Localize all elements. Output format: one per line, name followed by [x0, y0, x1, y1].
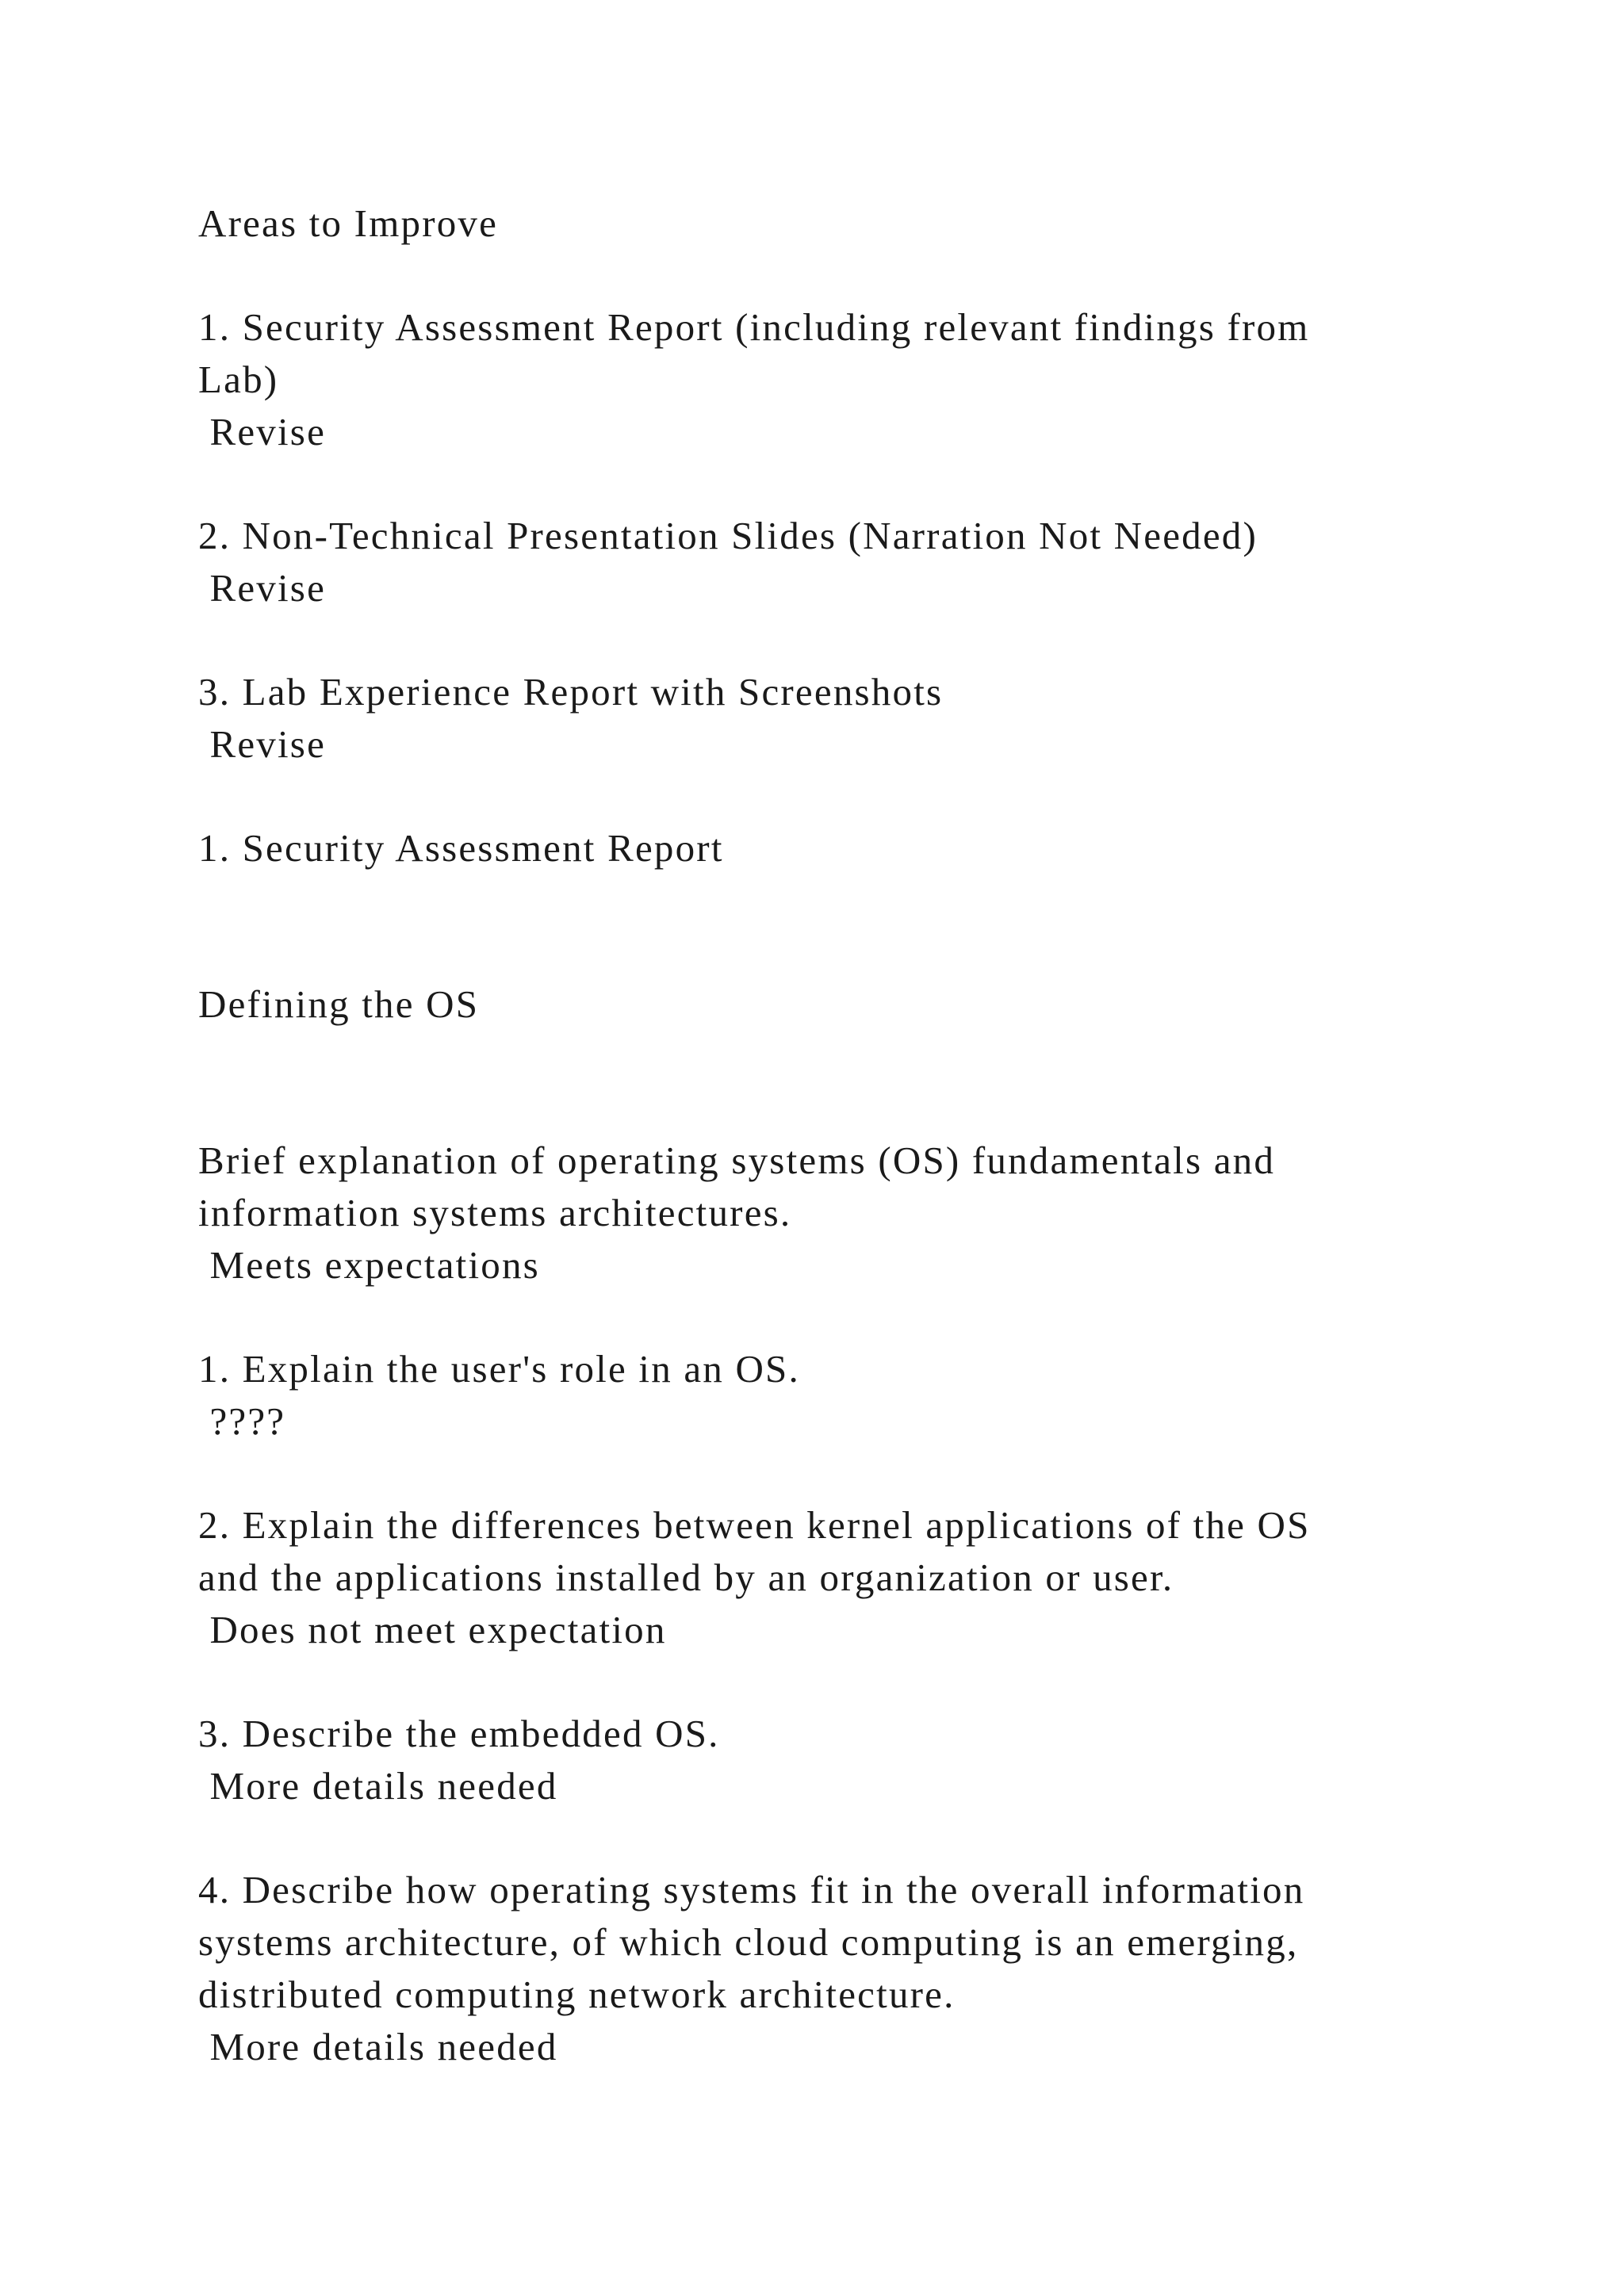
intro-line-2: information systems architectures. [198, 1191, 792, 1234]
item-2-title: 2. Non-Technical Presentation Slides (Narration Not Needed) [198, 514, 1258, 557]
question-4-text-line-3: distributed computing network architecture. [198, 1973, 956, 2016]
question-3-text: 3. Describe the embedded OS. [198, 1712, 720, 1755]
item-1-title: 1. Security Assessment Report (including relevant findings from [198, 305, 1310, 349]
item-1-title-continued: Lab) [198, 358, 279, 401]
item-3-feedback: Revise [198, 722, 327, 766]
question-2-text-line-1: 2. Explain the differences between kernel applications of the OS [198, 1503, 1311, 1547]
question-1-feedback: ???? [198, 1399, 286, 1443]
item-1-feedback: Revise [198, 410, 327, 453]
item-2-feedback: Revise [198, 566, 327, 610]
heading-areas-to-improve: Areas to Improve [198, 201, 499, 245]
question-4-text-line-2: systems architecture, of which cloud computing is an emerging, [198, 1920, 1299, 1964]
intro-feedback: Meets expectations [198, 1243, 540, 1287]
question-2-feedback: Does not meet expectation [198, 1608, 667, 1651]
question-4-feedback: More details needed [198, 2025, 558, 2068]
question-2-text-line-2: and the applications installed by an organization or user. [198, 1556, 1174, 1599]
question-3-feedback: More details needed [198, 1764, 558, 1808]
item-3-title: 3. Lab Experience Report with Screenshots [198, 670, 944, 714]
question-4-text-line-1: 4. Describe how operating systems fit in the overall information [198, 1868, 1305, 1911]
question-1-text: 1. Explain the user's role in an OS. [198, 1347, 800, 1391]
section-title: 1. Security Assessment Report [198, 826, 724, 870]
subsection-title: Defining the OS [198, 982, 480, 1026]
intro-line-1: Brief explanation of operating systems (OS) fundamentals and [198, 1138, 1276, 1182]
